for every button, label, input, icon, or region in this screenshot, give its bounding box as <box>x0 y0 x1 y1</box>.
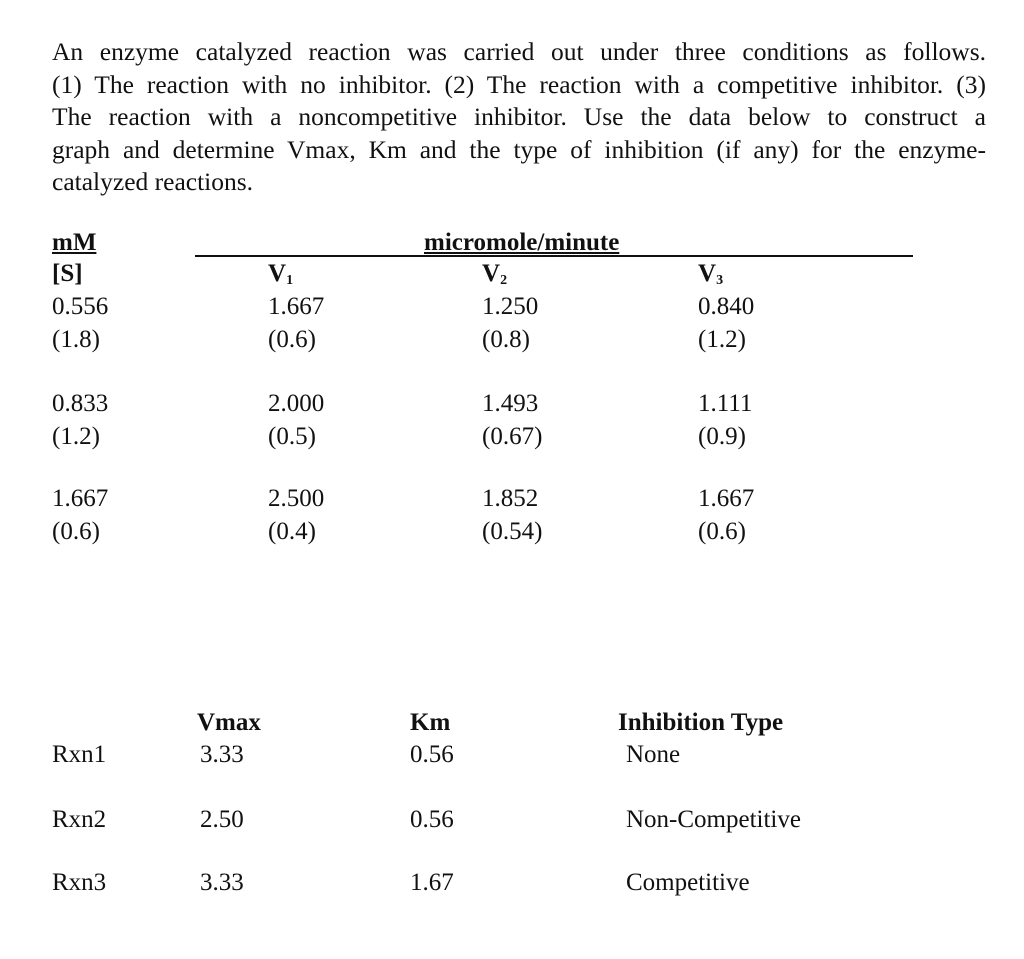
table-cell: Competitive <box>626 869 750 896</box>
problem-line: graph and determine Vmax, Km and the type of inhibition (if any) for the enzyme- <box>52 134 986 164</box>
table-cell: Rxn3 <box>52 869 107 896</box>
table-cell: (0.8) <box>482 326 530 353</box>
table-cell: 2.000 <box>268 390 325 417</box>
table-cell: 3.33 <box>200 741 244 768</box>
table-cell: (0.54) <box>482 518 543 545</box>
table-cell: (0.4) <box>268 518 316 545</box>
column-header-km: Km <box>410 709 451 736</box>
table-cell: 0.56 <box>410 741 454 768</box>
column-header-vmax: Vmax <box>197 709 261 736</box>
table-cell: 1.67 <box>410 869 454 896</box>
problem-line: (1) The reaction with no inhibitor. (2) The reaction with a competitive inhibitor. (3) <box>52 69 986 99</box>
table-cell: (0.5) <box>268 423 316 450</box>
table-cell: 1.852 <box>482 485 539 512</box>
column-header-s: [S] <box>52 260 83 287</box>
table-cell: 1.667 <box>698 485 755 512</box>
problem-line: An enzyme catalyzed reaction was carried out under three conditions as follows. <box>52 37 986 66</box>
problem-statement <box>52 36 986 199</box>
table-cell: 0.556 <box>52 293 109 320</box>
table-cell: (1.2) <box>698 326 746 353</box>
table-cell: (1.8) <box>52 326 100 353</box>
table-cell: 1.493 <box>482 390 539 417</box>
table-cell: (0.6) <box>52 518 100 545</box>
table-cell: 0.56 <box>410 806 454 833</box>
column-header-v2: $V_2$ <box>482 260 508 288</box>
column-header-v1: $V_1$ <box>268 260 294 288</box>
table-cell: (0.67) <box>482 423 543 450</box>
velocity-unit-header: micromole/minute <box>424 229 620 256</box>
table-cell: Non-Competitive <box>626 806 801 833</box>
table-cell: 0.833 <box>52 390 109 417</box>
table-cell: Rxn1 <box>52 741 107 768</box>
table-cell: (0.6) <box>268 326 316 353</box>
problem-line: The reaction with a noncompetitive inhibitor. Use the data below to construct a <box>52 102 986 131</box>
table-cell: 0.840 <box>698 293 755 320</box>
table-cell: (0.6) <box>698 518 746 545</box>
table-cell: (1.2) <box>52 423 100 450</box>
substrate-unit-header: mM <box>52 229 97 256</box>
column-header-v3: $V_3$ <box>698 260 724 288</box>
table-cell: 1.667 <box>268 293 325 320</box>
table-cell: (0.9) <box>698 423 746 450</box>
table-cell: 3.33 <box>200 869 244 896</box>
table-cell: 1.667 <box>52 485 109 512</box>
table-cell: 2.500 <box>268 485 325 512</box>
table-cell: None <box>626 741 681 768</box>
problem-line: catalyzed reactions. <box>52 167 254 196</box>
table-cell: 1.250 <box>482 293 539 320</box>
header-rule <box>195 255 913 257</box>
table-cell: 2.50 <box>200 806 244 833</box>
column-header-inhibition-type: Inhibition Type <box>618 709 784 736</box>
table-cell: Rxn2 <box>52 806 107 833</box>
table-cell: 1.111 <box>698 390 753 417</box>
